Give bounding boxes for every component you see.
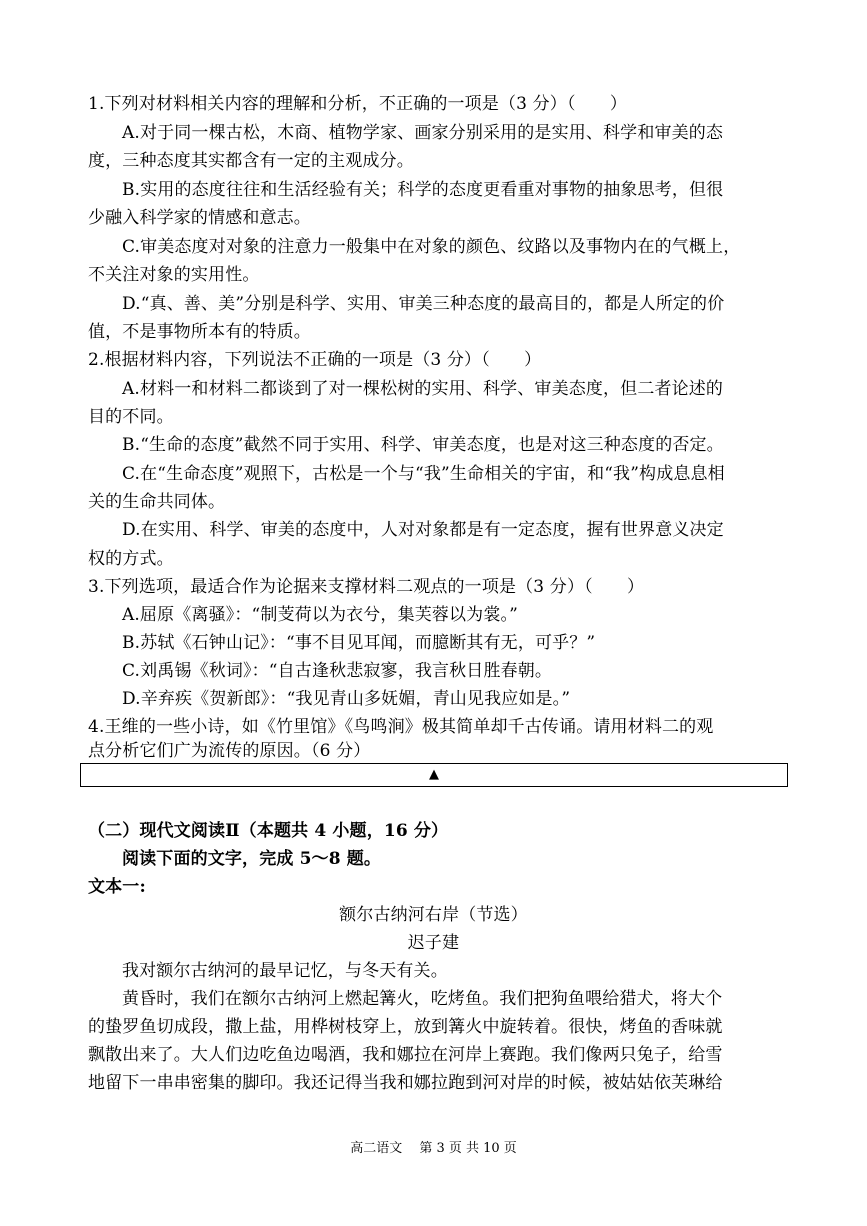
answer-marker-icon: ▲ bbox=[429, 767, 439, 782]
q1-option-d: D.“真、善、美”分别是科学、实用、审美三种态度的最高目的，都是人所定的价 bbox=[122, 294, 725, 314]
q4-answer-box[interactable] bbox=[80, 763, 788, 787]
q3-stem: 3.下列选项，最适合作为论据来支撑材料二观点的一项是（3 分）（ ） bbox=[88, 577, 645, 597]
q1-option-b: B.实用的态度往往和生活经验有关；科学的态度更看重对事物的抽象思考，但很 bbox=[122, 180, 724, 200]
section-instruction: 阅读下面的文字，完成 5～8 题。 bbox=[122, 849, 382, 869]
q1-option-a-cont: 度，三种态度其实都含有一定的主观成分。 bbox=[88, 151, 414, 171]
q3-option-b: B.苏轼《石钟山记》：“事不目见耳闻，而臆断其有无，可乎？” bbox=[122, 633, 596, 653]
q2-option-c-cont: 关的生命共同体。 bbox=[88, 492, 226, 512]
q2-option-c: C.在“生命态度”观照下，古松是一个与“我”生命相关的宇宙，和“我”构成息息相 bbox=[122, 464, 725, 484]
passage-paragraph-2-line-4: 地留下一串串密集的脚印。我还记得当我和娜拉跑到河对岸的时候，被姑姑依芙琳给 bbox=[88, 1073, 723, 1093]
q1-option-c-cont: 不关注对象的实用性。 bbox=[88, 265, 260, 285]
q1-option-a: A.对于同一棵古松，木商、植物学家、画家分别采用的是实用、科学和审美的态 bbox=[122, 123, 724, 143]
passage-author: 迟子建 bbox=[407, 933, 460, 953]
page-footer: 高二语文 第 3 页 共 10 页 bbox=[350, 1141, 517, 1156]
q2-option-b: B.“生命的态度”截然不同于实用、科学、审美态度，也是对这三种态度的否定。 bbox=[122, 435, 724, 455]
q1-stem: 1.下列对材料相关内容的理解和分析，不正确的一项是（3 分）（ ） bbox=[88, 94, 628, 114]
q3-option-c: C.刘禹锡《秋词》：“自古逢秋悲寂寥，我言秋日胜春朝。 bbox=[122, 661, 553, 681]
q2-option-d: D.在实用、科学、审美的态度中，人对对象都是有一定态度，握有世界意义决定 bbox=[122, 520, 724, 540]
q2-option-a-cont: 目的不同。 bbox=[88, 407, 174, 427]
section-heading: （二）现代文阅读Ⅱ（本题共 4 小题，16 分） bbox=[88, 821, 449, 841]
q1-option-b-cont: 少融入科学家的情感和意志。 bbox=[88, 208, 311, 228]
q2-option-d-cont: 权的方式。 bbox=[88, 549, 174, 569]
q2-stem: 2.根据材料内容，下列说法不正确的一项是（3 分）（ ） bbox=[88, 350, 542, 370]
passage-title: 额尔古纳河右岸（节选） bbox=[339, 905, 528, 925]
q1-option-d-cont: 值，不是事物所本有的特质。 bbox=[88, 322, 311, 342]
passage-paragraph-2-line-3: 飘散出来了。大人们边吃鱼边喝酒，我和娜拉在河岸上赛跑。我们像两只兔子，给雪 bbox=[88, 1045, 723, 1065]
q1-option-c: C.审美态度对对象的注意力一般集中在对象的颜色、纹路以及事物内在的气概上， bbox=[122, 237, 741, 257]
q4-stem: 4.王维的一些小诗，如《竹里馆》《鸟鸣涧》极其简单却千古传诵。请用材料二的观 bbox=[88, 717, 714, 737]
passage-paragraph-2: 黄昏时，我们在额尔古纳河上燃起篝火，吃烤鱼。我们把狗鱼喂给猎犬，将大个 bbox=[122, 989, 723, 1009]
text-label: 文本一: bbox=[88, 877, 146, 897]
q4-stem-cont: 点分析它们广为流传的原因。（6 分） bbox=[88, 741, 371, 761]
passage-paragraph-1: 我对额尔古纳河的最早记忆，与冬天有关。 bbox=[122, 961, 448, 981]
q3-option-d: D.辛弃疾《贺新郎》：“我见青山多妩媚，青山见我应如是。” bbox=[122, 689, 571, 709]
q2-option-a: A.材料一和材料二都谈到了对一棵松树的实用、科学、审美态度，但二者论述的 bbox=[122, 379, 724, 399]
q3-option-a: A.屈原《离骚》：“制芰荷以为衣兮，集芙蓉以为裳。” bbox=[122, 605, 518, 625]
passage-paragraph-2-line-2: 的蛰罗鱼切成段，撒上盐，用桦树枝穿上，放到篝火中旋转着。很快，烤鱼的香味就 bbox=[88, 1017, 723, 1037]
